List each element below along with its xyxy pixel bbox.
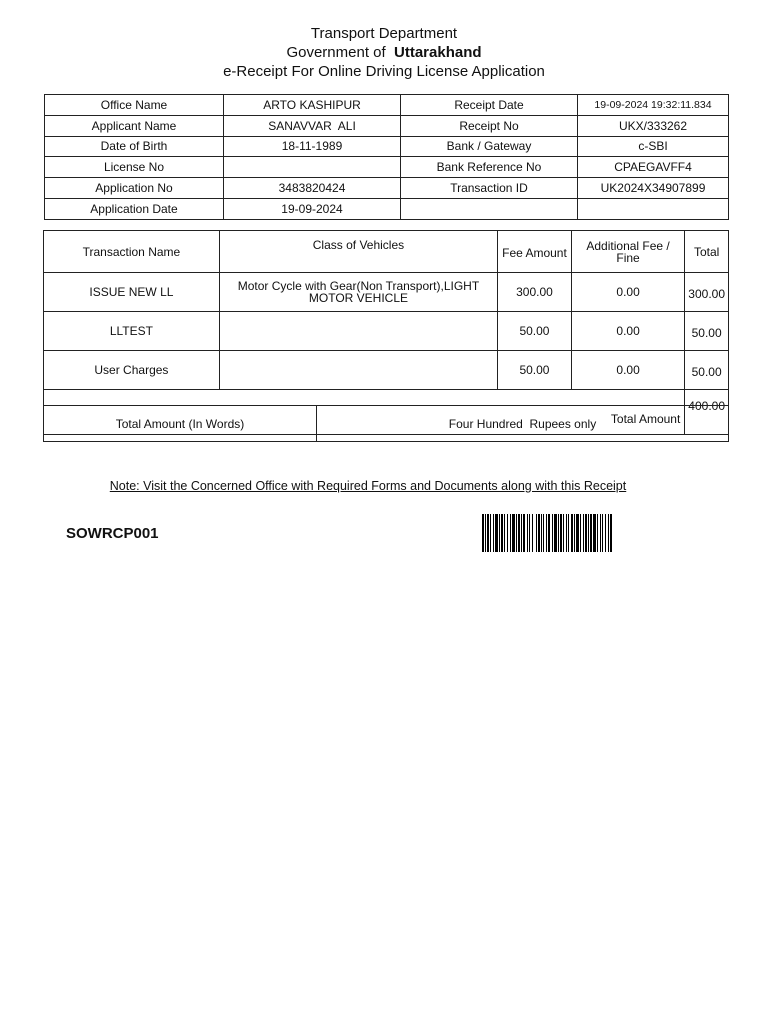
- barcode-bar: [571, 514, 573, 552]
- barcode-bar: [543, 514, 544, 552]
- barcode-bar: [495, 514, 498, 552]
- barcode-bar: [499, 514, 500, 552]
- barcode-bar: [518, 514, 520, 552]
- row-total: 50.00: [685, 312, 729, 351]
- barcode-bar: [507, 514, 508, 552]
- col-class-of-vehicles: Class of Vehicles: [219, 231, 497, 273]
- barcode-bar: [608, 514, 609, 552]
- barcode-bar: [566, 514, 567, 552]
- barcode-bar: [597, 514, 598, 552]
- col-additional-fee: Additional Fee / Fine: [571, 231, 684, 273]
- bank-gateway-value: c-SBI: [578, 136, 729, 157]
- barcode-bar: [538, 514, 540, 552]
- table-row: [45, 95, 729, 116]
- barcode-bar: [527, 514, 528, 552]
- barcode-bar: [485, 514, 486, 552]
- row-transaction-name: User Charges: [44, 351, 220, 390]
- barcode-bar: [541, 514, 542, 552]
- table-row: [44, 312, 729, 351]
- total-amount-label: Total Amount: [44, 390, 685, 435]
- dob-value: 18-11-1989: [224, 136, 401, 157]
- fee-header-row: [44, 231, 729, 273]
- amount-in-words-table: [43, 405, 729, 442]
- state-name: Uttarakhand: [394, 44, 482, 61]
- table-row: [45, 157, 729, 178]
- dob-label: Date of Birth: [45, 136, 224, 157]
- office-name-label: Office Name: [45, 95, 224, 116]
- barcode-bar: [516, 514, 517, 552]
- receipt-no-label: Receipt No: [401, 115, 578, 136]
- empty-cell: [578, 198, 729, 219]
- table-row: [44, 351, 729, 390]
- row-fee-amount: 50.00: [498, 351, 572, 390]
- row-additional-fee: 0.00: [571, 312, 684, 351]
- receipt-date-value: 19-09-2024 19:32:11.834: [578, 95, 729, 116]
- transaction-id-label: Transaction ID: [401, 178, 578, 199]
- barcode-bar: [532, 514, 533, 552]
- barcode-bar: [536, 514, 537, 552]
- total-amount-value: 400.00: [685, 390, 729, 435]
- bank-ref-value: CPAEGAVFF4: [578, 157, 729, 178]
- government-prefix: Government of: [286, 44, 386, 61]
- application-no-label: Application No: [45, 178, 224, 199]
- table-row: [45, 198, 729, 219]
- barcode-bar: [602, 514, 603, 552]
- license-no-label: License No: [45, 157, 224, 178]
- empty-cell: [401, 198, 578, 219]
- barcode-bar: [585, 514, 587, 552]
- applicant-name-label: Applicant Name: [45, 115, 224, 136]
- barcode-bar: [605, 514, 606, 552]
- col-transaction-name: Transaction Name: [44, 231, 220, 273]
- col-total: Total: [685, 231, 729, 273]
- barcode-bar: [560, 514, 562, 552]
- barcode-bar: [521, 514, 522, 552]
- table-row: [44, 406, 729, 442]
- government-title: [0, 43, 768, 62]
- application-date-label: Application Date: [45, 198, 224, 219]
- row-class-of-vehicles: [219, 312, 497, 351]
- barcode-bar: [593, 514, 596, 552]
- barcode-bar: [529, 514, 530, 552]
- receipt-header: [0, 24, 768, 81]
- barcode-bar: [610, 514, 612, 552]
- transaction-id-value: UK2024X34907899: [578, 178, 729, 199]
- barcode-bar: [523, 514, 525, 552]
- row-transaction-name: LLTEST: [44, 312, 220, 351]
- row-transaction-name: ISSUE NEW LL: [44, 273, 220, 312]
- barcode-bar: [590, 514, 592, 552]
- application-date-value: 19-09-2024: [224, 198, 401, 219]
- table-row: [44, 273, 729, 312]
- barcode-bar: [490, 514, 491, 552]
- row-class-of-vehicles: [219, 351, 497, 390]
- receipt-date-label: Receipt Date: [401, 95, 578, 116]
- table-row: [45, 178, 729, 199]
- barcode-bar: [588, 514, 589, 552]
- receipt-code: SOWRCP001: [66, 525, 159, 542]
- receipt-no-value: UKX/333262: [578, 115, 729, 136]
- barcode-bar: [512, 514, 515, 552]
- col-fee-amount: Fee Amount: [498, 231, 572, 273]
- table-row: [45, 136, 729, 157]
- barcode-bar: [548, 514, 550, 552]
- application-no-value: 3483820424: [224, 178, 401, 199]
- barcode-bar: [554, 514, 557, 552]
- applicant-name-value: SANAVVAR ALI: [224, 115, 401, 136]
- receipt-title: e-Receipt For Online Driving License Application: [223, 63, 545, 80]
- amount-in-words-label: Total Amount (In Words): [44, 406, 317, 442]
- row-class-of-vehicles: Motor Cycle with Gear(Non Transport),LIGHT MOTOR VEHICLE: [219, 273, 497, 312]
- barcode-icon: [482, 514, 708, 552]
- barcode-bar: [504, 514, 505, 552]
- row-additional-fee: 0.00: [571, 351, 684, 390]
- barcode-bar: [487, 514, 489, 552]
- department-title: Transport Department: [310, 25, 458, 42]
- barcode-bar: [558, 514, 559, 552]
- bank-gateway-label: Bank / Gateway: [401, 136, 578, 157]
- barcode-bar: [563, 514, 564, 552]
- barcode-bar: [580, 514, 581, 552]
- barcode-bar: [583, 514, 584, 552]
- license-no-value: [224, 157, 401, 178]
- table-row: [45, 115, 729, 136]
- row-additional-fee: 0.00: [571, 273, 684, 312]
- row-total: 50.00: [685, 351, 729, 390]
- row-fee-amount: 50.00: [498, 312, 572, 351]
- barcode-bar: [576, 514, 579, 552]
- barcode-bar: [568, 514, 569, 552]
- barcode-bar: [574, 514, 575, 552]
- barcode-bar: [501, 514, 503, 552]
- row-total: 300.00: [685, 273, 729, 312]
- receipt-note: Note: Visit the Concerned Office with Required Forms and Documents along with this Receipt: [109, 479, 627, 493]
- amount-in-words-value: Four Hundred Rupees only: [317, 406, 729, 442]
- row-fee-amount: 300.00: [498, 273, 572, 312]
- barcode-bar: [482, 514, 484, 552]
- barcode-bar: [600, 514, 601, 552]
- barcode-bar: [510, 514, 511, 552]
- barcode-bar: [493, 514, 494, 552]
- office-name-value: ARTO KASHIPUR: [224, 95, 401, 116]
- barcode-bar: [552, 514, 553, 552]
- applicant-info-table: [44, 94, 729, 220]
- bank-ref-label: Bank Reference No: [401, 157, 578, 178]
- barcode-bar: [546, 514, 547, 552]
